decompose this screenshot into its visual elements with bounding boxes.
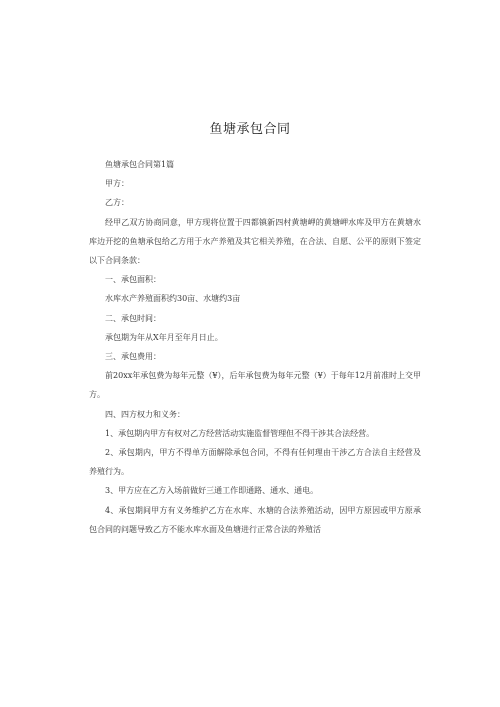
paragraph-section-rights: 四、四方权力和义务： [105,409,185,419]
paragraph-area-detail: 水库水产养殖面积约30亩、水塘约3亩 [105,294,241,304]
paragraph-party-a: 甲方： [105,179,129,189]
paragraph-section-term: 二、承包时间： [105,313,161,323]
paragraph-term-detail: 承包期为年从X年月至年月日止。 [105,332,223,342]
paragraph-section-fee: 三、承包费用： [105,352,161,362]
paragraph-clause-2: 2、承包期内，甲方不得单方面解除承包合同，不得有任何理由干涉乙方合法自主经营及养殖行为。 [89,448,421,477]
paragraph-section-area: 一、承包面积： [105,275,161,285]
paragraph-clause-1: 1、承包期内甲方有权对乙方经营活动实施监督管理但不得干涉其合法经营。 [105,428,375,438]
paragraph-heading: 鱼塘承包合同第1篇 [105,160,175,169]
paragraph-clause-3: 3、甲方应在乙方入场前做好三通工作即通路、通水、通电。 [105,486,319,496]
paragraph-clause-4: 4、承包期间甲方有义务维护乙方在水库、水塘的合法养殖活动，因甲方原因或甲方原承包合同的问题导致乙方不能水库水面及鱼塘进行正常合法的养殖活 [89,505,421,534]
paragraph-fee-detail: 前20xx年承包费为每年元整（¥），后年承包费为每年元整（¥）于每年12月前准时上交甲方。 [89,371,421,400]
paragraph-party-b: 乙方： [105,198,129,208]
document-body [89,155,421,539]
paragraph-preamble: 经甲乙双方协商同意，甲方现将位置于四都镇新四村黄塘岬的黄塘岬水库及甲方在黄塘水库边开挖的鱼塘承包给乙方用于水产养殖及其它相关养殖，在合法、自愿、公平的原则下签定以下合同条款： [89,217,421,266]
document-title: 鱼塘承包合同 [209,122,291,137]
